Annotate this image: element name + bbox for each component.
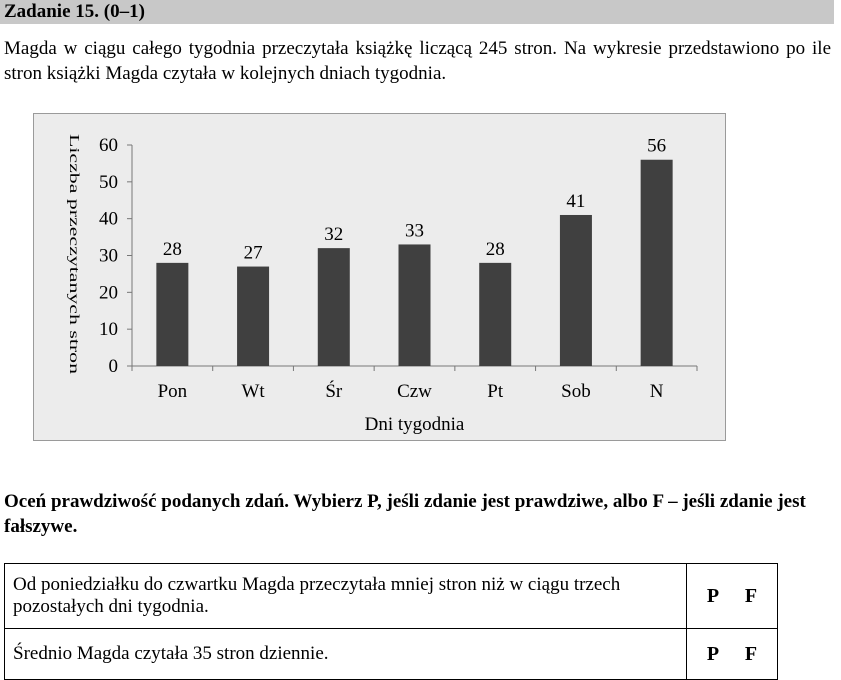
data-label: 32 [324, 224, 344, 246]
x-tick-label: Śr [325, 381, 343, 402]
y-tick-label: 40 [99, 208, 118, 230]
option-true[interactable]: P [706, 584, 720, 607]
bar [560, 215, 592, 366]
statement-text: Średnio Magda czytała 35 stron dziennie. [5, 629, 687, 680]
statement-row [5, 564, 778, 629]
y-tick-label: 50 [99, 171, 118, 193]
bar-chart [33, 113, 726, 441]
data-label: 33 [405, 220, 424, 242]
option-false[interactable]: F [744, 584, 758, 607]
x-tick-label: Pt [487, 381, 504, 402]
bar-chart-svg [34, 114, 727, 442]
bar [479, 263, 511, 366]
y-tick-label: 60 [99, 135, 118, 156]
task-title: Zadanie 15. (0–1) [4, 1, 145, 22]
data-label: 56 [647, 135, 667, 157]
bar [156, 263, 188, 366]
y-axis-title: Liczba przeczytanych stron [66, 134, 81, 288]
x-tick-label: N [649, 381, 664, 402]
bar [399, 244, 431, 366]
answer-cell [687, 629, 778, 680]
data-label: 28 [485, 238, 505, 260]
task-description: Magda w ciągu całego tygodnia przeczytała książkę liczącą 245 stron. Na wykresie przedstawiono po ile stron książki Magda czytała w kolejnych dniach tygodnia. [4, 38, 831, 84]
data-label: 28 [162, 238, 182, 260]
statement-row [5, 629, 778, 680]
bar [641, 160, 673, 366]
x-tick-label: Pon [157, 381, 188, 402]
x-tick-label: Wt [241, 381, 265, 402]
data-label: 27 [243, 242, 263, 264]
task-header-bar [0, 0, 834, 24]
data-label: 41 [566, 190, 586, 212]
x-tick-label: Czw [397, 381, 432, 402]
instruction-text: Oceń prawdziwość podanych zdań. Wybierz P, jeśli zdanie jest prawdziwe, albo F – jeśli zdanie jest fałszywe. [4, 491, 806, 537]
statement-text: Od poniedziałku do czwartku Magda przeczytała mniej stron niż w ciągu trzech pozostałych dni tygodnia. [5, 564, 687, 629]
x-tick-label: Sob [561, 381, 591, 402]
y-tick-label: 20 [99, 282, 118, 304]
bar [237, 267, 269, 366]
y-tick-label: 10 [99, 319, 118, 341]
statements-table [4, 563, 778, 680]
option-false[interactable]: F [744, 642, 758, 665]
y-tick-label: 0 [108, 356, 118, 377]
y-tick-label: 30 [99, 245, 118, 267]
answer-cell [687, 564, 778, 629]
option-true[interactable]: P [706, 642, 720, 665]
x-axis-title: Dni tygodnia [364, 414, 465, 435]
bar [318, 248, 350, 366]
